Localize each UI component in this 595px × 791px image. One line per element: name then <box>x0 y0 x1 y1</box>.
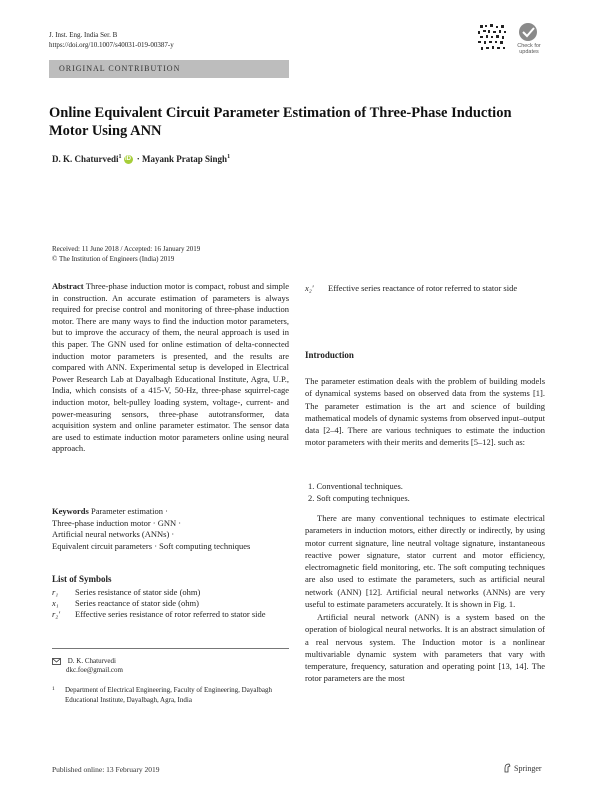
crossmark-label: Check for updates <box>517 43 541 55</box>
affiliation-text: Department of Electrical Engineering, Faculty of Engineering, Dayalbagh Educational Institute, Dayalbagh, Agra, India <box>65 686 273 705</box>
envelope-icon <box>52 658 61 665</box>
corresponding-author-name: D. K. Chaturvedi <box>67 657 116 665</box>
intro-paragraph-3: Artificial neural network (ANN) is a system based on the operation of biological neural networks. It is an abstract simulation of a real nervous system. The Induction motor is a nonlinear multivariable dynamic system with parameters that vary with temperature, frequency, saturation and operating point [13, 14]. The rotor parameters are the most <box>305 612 545 684</box>
symbol-description: Effective series reactance of rotor referred to stator side <box>328 283 518 293</box>
keywords-label: Keywords <box>52 506 89 516</box>
symbol-description: Series reactance of stator side (ohm) <box>75 598 199 608</box>
springer-horse-icon <box>503 763 512 773</box>
keyword-item: Artificial neural networks (ANNs) · <box>52 529 175 540</box>
publisher-name: Springer <box>514 763 542 773</box>
symbol-row <box>305 283 545 294</box>
keyword-item: Three-phase induction motor · GNN · <box>52 517 182 528</box>
technique-list <box>308 480 545 505</box>
affiliation-marker: 1 <box>118 154 122 160</box>
symbol-row <box>52 587 289 598</box>
intro-paragraph-2: There are many conventional techniques to estimate electrical parameters in induction motors, either directly or indirectly, by using motor current signature, line neutral voltage signature, instantaneous reactive power signature, stator current and motor efficiency, electromagnetic field monitoring, etc. The soft computing techniques are also used to estimate the parameters, such as artificial neural network (ANN) [12]. Artificial neural networks (ANNs) are very useful to estimate parameters accurately. It is shown in Fig. 1. <box>305 513 545 610</box>
abstract-block <box>52 281 289 455</box>
author-line <box>52 154 230 164</box>
intro-paragraph-1: The parameter estimation deals with the problem of building models of dynamical systems based on observed data from the systems [1]. The parameter estimation is the art and science of building mathematical models of dynamic systems from observed input–output data [2–4]. There are various techniques to estimate the induction motor parameters with their merits and demerits [5–12]. such as: <box>305 376 545 448</box>
symbol-description: Effective series resistance of rotor referred to stator side <box>75 609 266 619</box>
orcid-icon[interactable]: iD <box>125 156 132 163</box>
keyword-item: Equivalent circuit parameters · Soft computing techniques <box>52 540 251 551</box>
journal-name: J. Inst. Eng. India Ser. B <box>49 31 118 39</box>
symbols-list <box>52 587 289 620</box>
copyright-line: © The Institution of Engineers (India) 2019 <box>52 255 175 263</box>
crossmark-badge[interactable] <box>476 22 546 60</box>
author-name[interactable]: D. K. Chaturvedi <box>52 154 119 164</box>
affiliation-marker: 1 <box>227 154 231 160</box>
author-name[interactable]: Mayank Pratap Singh <box>142 154 228 164</box>
springer-logo <box>503 763 542 773</box>
list-item: 2. Soft computing techniques. <box>308 493 410 504</box>
section-heading-introduction: Introduction <box>305 350 354 360</box>
author-separator: · <box>136 154 140 164</box>
abstract-label: Abstract <box>52 281 84 291</box>
symbol-row <box>52 609 289 620</box>
crossmark-icon <box>514 22 542 42</box>
affiliation-note <box>52 685 289 706</box>
list-item: 1. Conventional techniques. <box>308 481 403 491</box>
published-online: Published online: 13 February 2019 <box>52 765 160 774</box>
qr-code-icon <box>476 22 508 54</box>
symbol: r₂′ <box>52 609 61 619</box>
footnote-divider <box>52 648 289 649</box>
abstract-text: Three-phase induction motor is compact, robust and simple in construction. An accurate estimation of parameters is always required for precise control and monitoring of three-phase induction motor. There are many ways to find the induction motor parameters, but to improve the accuracy of them, the neural approach is used in this paper. The GNN used for online estimation of delta-connected induction motor parameters is presented, and the results are compared with ANN. Experimental setup is developed in Electrical Power Research Lab at Dayalbagh Educational Institute, Agra, U.P., India, which consists of a 415-V, 50-Hz, three-phase squirrel-cage induction motor, belt-pulley loading system, voltage-, current- and power-measuring sensors, three-phase autotransformer, data acquisition system and online parameter estimator. The sensor data are used to estimate induction motor parameters online using neural approach. <box>52 281 289 454</box>
symbol: x₂′ <box>305 283 314 293</box>
keyword-item: Parameter estimation · <box>90 506 168 516</box>
symbol-description: Series resistance of stator side (ohm) <box>75 587 201 597</box>
symbols-heading: List of Symbols <box>52 574 112 584</box>
affiliation-number: 1 <box>52 686 55 692</box>
article-type-banner: ORIGINAL CONTRIBUTION <box>49 60 289 78</box>
corresponding-author <box>52 657 289 675</box>
keywords-block <box>52 506 292 552</box>
received-dates: Received: 11 June 2018 / Accepted: 16 January 2019 <box>52 245 201 253</box>
paper-title: Online Equivalent Circuit Parameter Estimation of Three-Phase Induction Motor Using ANN <box>49 105 512 139</box>
doi-link[interactable]: https://doi.org/10.1007/s40031-019-00387-y <box>49 41 174 49</box>
symbol-row <box>52 598 289 609</box>
corresponding-email[interactable]: dkc.foe@gmail.com <box>66 666 123 674</box>
symbol: r₁ <box>52 587 59 597</box>
symbol: x₁ <box>52 598 59 608</box>
